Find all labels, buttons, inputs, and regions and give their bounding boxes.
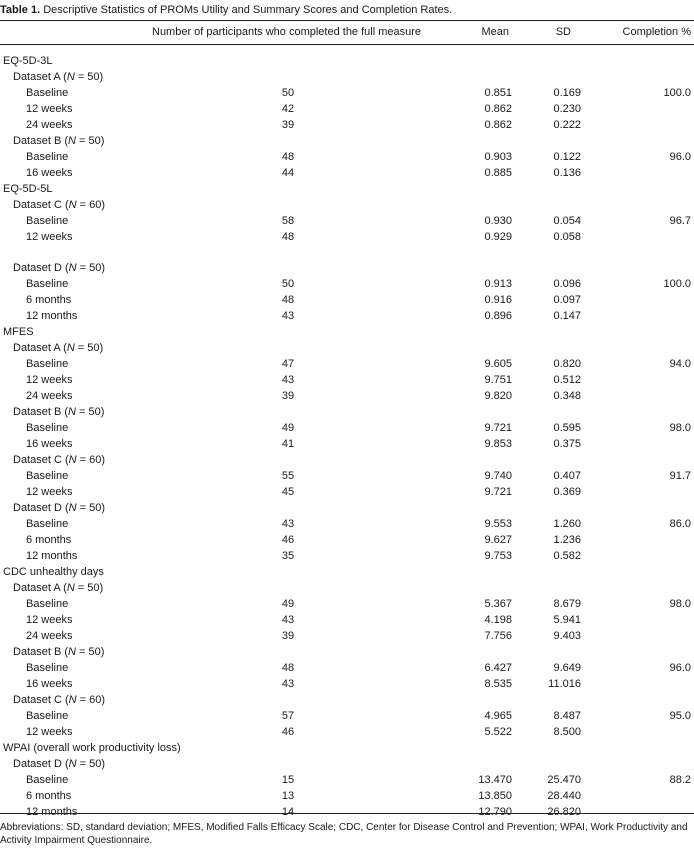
- row-label: Baseline: [26, 151, 69, 163]
- row-label: Baseline: [26, 87, 69, 99]
- table-row: [0, 676, 694, 692]
- mean-cell: 12.790: [478, 806, 512, 818]
- row-label: [13, 692, 105, 708]
- sd-cell: 0.058: [553, 231, 581, 243]
- participants-cell: 43: [281, 518, 295, 530]
- row-label: Baseline: [26, 358, 69, 370]
- table-row: [0, 628, 694, 644]
- row-label: Baseline: [26, 518, 69, 530]
- mean-cell: 9.721: [484, 422, 512, 434]
- sd-cell: 11.016: [548, 678, 581, 690]
- row-label-suffix: = 50): [75, 406, 105, 418]
- sd-cell: 26.820: [547, 806, 581, 818]
- participants-cell: 35: [281, 550, 295, 562]
- table-row: [0, 708, 694, 724]
- sd-cell: 0.096: [553, 278, 581, 290]
- mean-cell: 9.740: [484, 470, 512, 482]
- participants-cell: 41: [281, 438, 295, 450]
- sd-cell: 0.375: [553, 438, 581, 450]
- row-label: Baseline: [26, 278, 69, 290]
- dataset-row: [0, 340, 694, 356]
- sd-cell: 9.649: [553, 662, 581, 674]
- dataset-row: [0, 452, 694, 468]
- participants-cell: 48: [281, 294, 295, 306]
- mean-cell: 13.850: [478, 790, 512, 802]
- row-label: EQ-5D-3L: [3, 55, 53, 67]
- row-label-suffix: = 50): [74, 582, 104, 594]
- mean-cell: 8.535: [484, 678, 512, 690]
- sd-cell: 1.260: [553, 518, 581, 530]
- completion-cell: 94.0: [669, 358, 691, 370]
- participants-cell: 46: [281, 534, 295, 546]
- table-row: [0, 772, 694, 788]
- sd-cell: 8.500: [553, 726, 581, 738]
- dataset-row: [0, 692, 694, 708]
- row-label-prefix: Dataset B (: [13, 646, 69, 658]
- row-label-n-symbol: N: [68, 262, 77, 274]
- row-label: 12 weeks: [26, 486, 73, 498]
- row-label-suffix: = 60): [76, 694, 106, 706]
- table-caption: [0, 3, 694, 17]
- participants-cell: 50: [281, 278, 295, 290]
- row-label: [13, 580, 103, 596]
- table-row: [0, 516, 694, 532]
- table-row: [0, 117, 694, 133]
- participants-cell: 45: [281, 486, 295, 498]
- row-label-prefix: Dataset D (: [13, 758, 69, 770]
- row-label: 12 weeks: [26, 374, 73, 386]
- participants-cell: 39: [281, 390, 295, 402]
- row-label: [13, 756, 105, 772]
- row-label: Baseline: [26, 662, 69, 674]
- row-label: Baseline: [26, 422, 69, 434]
- table-row: [0, 436, 694, 452]
- mean-cell: 0.862: [484, 119, 512, 131]
- row-label: Baseline: [26, 215, 69, 227]
- row-label: 6 months: [26, 294, 72, 306]
- row-label-suffix: = 50): [76, 502, 106, 514]
- row-label: Baseline: [26, 774, 69, 786]
- sd-cell: 9.403: [553, 630, 581, 642]
- row-label-n-symbol: N: [68, 758, 77, 770]
- table-row: [0, 548, 694, 564]
- row-label-prefix: Dataset C (: [13, 454, 69, 466]
- completion-cell: 88.2: [669, 774, 691, 786]
- mean-cell: 0.903: [484, 151, 512, 163]
- dataset-row: [0, 756, 694, 772]
- participants-cell: 14: [281, 806, 295, 818]
- participants-cell: 42: [281, 103, 295, 115]
- row-label: 6 months: [26, 534, 72, 546]
- row-label-prefix: Dataset D (: [13, 262, 69, 274]
- row-label-prefix: Dataset D (: [13, 502, 69, 514]
- participants-cell: 48: [281, 231, 295, 243]
- col-header-completion: Completion %: [622, 26, 691, 38]
- table-row: [0, 788, 694, 804]
- completion-cell: 95.0: [669, 710, 691, 722]
- row-label-n-symbol: N: [68, 406, 76, 418]
- completion-cell: 98.0: [669, 598, 691, 610]
- dataset-row: [0, 133, 694, 149]
- row-label: 6 months: [26, 790, 72, 802]
- sd-cell: 0.230: [553, 103, 581, 115]
- row-label: MFES: [3, 326, 34, 338]
- table-row: [0, 804, 694, 820]
- mean-cell: 9.553: [484, 518, 512, 530]
- mean-cell: 4.198: [484, 614, 512, 626]
- participants-cell: 49: [281, 422, 295, 434]
- row-label: 12 weeks: [26, 231, 73, 243]
- table-row: [0, 356, 694, 372]
- row-label-suffix: = 50): [75, 135, 105, 147]
- sd-cell: 5.941: [553, 614, 581, 626]
- row-label-prefix: Dataset B (: [13, 406, 69, 418]
- participants-cell: 39: [281, 630, 295, 642]
- mean-cell: 0.916: [484, 294, 512, 306]
- participants-cell: 48: [281, 662, 295, 674]
- row-label-suffix: = 50): [75, 646, 105, 658]
- row-label: 12 weeks: [26, 614, 73, 626]
- row-label: 24 weeks: [26, 390, 73, 402]
- section-row: [0, 53, 694, 69]
- table-row: [0, 213, 694, 229]
- participants-cell: 43: [281, 614, 295, 626]
- mean-cell: 9.820: [484, 390, 512, 402]
- row-label-prefix: Dataset B (: [13, 135, 69, 147]
- row-label: 16 weeks: [26, 678, 73, 690]
- col-header-mean: Mean: [481, 26, 509, 38]
- row-label: [13, 404, 104, 420]
- completion-cell: 91.7: [669, 470, 691, 482]
- header-rule: [0, 44, 694, 45]
- completion-cell: 100.0: [663, 278, 691, 290]
- row-label-n-symbol: N: [66, 342, 75, 354]
- row-label-prefix: Dataset A (: [13, 342, 67, 354]
- row-label: 12 weeks: [26, 103, 73, 115]
- table-row: [0, 149, 694, 165]
- mean-cell: 9.853: [484, 438, 512, 450]
- participants-cell: 49: [281, 598, 295, 610]
- row-label-suffix: = 50): [74, 71, 104, 83]
- row-label-n-symbol: N: [68, 135, 76, 147]
- row-label: 24 weeks: [26, 119, 73, 131]
- row-label: 12 weeks: [26, 726, 73, 738]
- dataset-row: [0, 500, 694, 516]
- sd-cell: 28.440: [547, 790, 581, 802]
- row-label: [13, 340, 103, 356]
- completion-cell: 86.0: [669, 518, 691, 530]
- row-label-prefix: Dataset C (: [13, 694, 69, 706]
- row-label-suffix: = 50): [74, 342, 104, 354]
- mean-cell: 6.427: [484, 662, 512, 674]
- participants-cell: 57: [281, 710, 295, 722]
- completion-cell: 98.0: [669, 422, 691, 434]
- sd-cell: 0.122: [553, 151, 581, 163]
- row-label: [13, 260, 105, 276]
- completion-cell: 96.0: [669, 151, 691, 163]
- mean-cell: 7.756: [484, 630, 512, 642]
- mean-cell: 0.862: [484, 103, 512, 115]
- row-label: EQ-5D-5L: [3, 183, 53, 195]
- row-label-suffix: = 50): [76, 758, 106, 770]
- completion-cell: 96.7: [669, 215, 691, 227]
- row-label: Baseline: [26, 598, 69, 610]
- sd-cell: 0.147: [553, 310, 581, 322]
- mean-cell: 9.605: [484, 358, 512, 370]
- table-row: [0, 724, 694, 740]
- table-row: [0, 276, 694, 292]
- mean-cell: 0.929: [484, 231, 512, 243]
- row-label: Baseline: [26, 470, 69, 482]
- participants-cell: 13: [281, 790, 295, 802]
- table-row: [0, 596, 694, 612]
- table-row: [0, 532, 694, 548]
- col-header-sd: SD: [555, 26, 571, 38]
- sd-cell: 0.582: [553, 550, 581, 562]
- row-label: 24 weeks: [26, 630, 73, 642]
- table-row: [0, 85, 694, 101]
- mean-cell: 5.522: [484, 726, 512, 738]
- dataset-row: [0, 260, 694, 276]
- sd-cell: 0.054: [553, 215, 581, 227]
- row-label-suffix: = 60): [76, 199, 106, 211]
- row-label: Baseline: [26, 710, 69, 722]
- participants-cell: 58: [281, 215, 295, 227]
- row-label-n-symbol: N: [68, 502, 77, 514]
- participants-cell: 46: [281, 726, 295, 738]
- table-row: [0, 388, 694, 404]
- table-row: [0, 372, 694, 388]
- dataset-row: [0, 404, 694, 420]
- sd-cell: 0.136: [553, 167, 581, 179]
- sd-cell: 0.820: [553, 358, 581, 370]
- sd-cell: 1.236: [553, 534, 581, 546]
- row-label: 16 weeks: [26, 167, 73, 179]
- sd-cell: 8.679: [553, 598, 581, 610]
- participants-cell: 39: [281, 119, 295, 131]
- table-row: [0, 612, 694, 628]
- table-bottom-rule: [0, 813, 694, 814]
- mean-cell: 0.896: [484, 310, 512, 322]
- mean-cell: 0.930: [484, 215, 512, 227]
- mean-cell: 0.913: [484, 278, 512, 290]
- row-label: WPAI (overall work productivity loss): [3, 742, 181, 754]
- row-label-suffix: = 60): [76, 454, 106, 466]
- row-label: [13, 452, 105, 468]
- participants-cell: 43: [281, 374, 295, 386]
- mean-cell: 9.751: [484, 374, 512, 386]
- sd-cell: 0.512: [553, 374, 581, 386]
- sd-cell: 0.222: [553, 119, 581, 131]
- table-row: [0, 420, 694, 436]
- row-label: 12 months: [26, 806, 78, 818]
- sd-cell: 0.407: [553, 470, 581, 482]
- row-label: 12 months: [26, 550, 78, 562]
- mean-cell: 0.851: [484, 87, 512, 99]
- sd-cell: 25.470: [547, 774, 581, 786]
- table-row: [0, 484, 694, 500]
- row-label: [13, 69, 103, 85]
- table-row: [0, 468, 694, 484]
- sd-cell: 0.169: [553, 87, 581, 99]
- participants-cell: 44: [281, 167, 295, 179]
- section-row: [0, 740, 694, 756]
- section-row: [0, 324, 694, 340]
- sd-cell: 0.595: [553, 422, 581, 434]
- row-label: 12 months: [26, 310, 78, 322]
- dataset-row: [0, 644, 694, 660]
- participants-cell: 47: [281, 358, 295, 370]
- row-label-prefix: Dataset A (: [13, 582, 67, 594]
- table-row: [0, 308, 694, 324]
- participants-cell: 43: [281, 310, 295, 322]
- sd-cell: 0.369: [553, 486, 581, 498]
- mean-cell: 9.627: [484, 534, 512, 546]
- row-label: CDC unhealthy days: [3, 566, 104, 578]
- row-label-n-symbol: N: [68, 694, 77, 706]
- section-row: [0, 564, 694, 580]
- row-label-n-symbol: N: [68, 199, 77, 211]
- dataset-row: [0, 197, 694, 213]
- participants-cell: 15: [281, 774, 295, 786]
- mean-cell: 5.367: [484, 598, 512, 610]
- dataset-row: [0, 69, 694, 85]
- row-label-prefix: Dataset A (: [13, 71, 67, 83]
- table-row: [0, 101, 694, 117]
- mean-cell: 13.470: [478, 774, 512, 786]
- participants-cell: 48: [281, 151, 295, 163]
- row-label: [13, 197, 105, 213]
- table-row: [0, 165, 694, 181]
- participants-cell: 50: [281, 87, 295, 99]
- row-label: [13, 500, 105, 516]
- row-label-n-symbol: N: [66, 582, 75, 594]
- col-header-participants: Number of participants who completed the full measure: [152, 26, 422, 38]
- mean-cell: 4.965: [484, 710, 512, 722]
- row-label: [13, 644, 104, 660]
- mean-cell: 9.721: [484, 486, 512, 498]
- table-caption-label: Table 1.: [0, 4, 41, 16]
- row-label-prefix: Dataset C (: [13, 199, 69, 211]
- table-caption-text: Descriptive Statistics of PROMs Utility and Summary Scores and Completion Rates.: [43, 4, 453, 16]
- row-label: 16 weeks: [26, 438, 73, 450]
- sd-cell: 0.097: [553, 294, 581, 306]
- row-label-n-symbol: N: [66, 71, 75, 83]
- dataset-row: [0, 580, 694, 596]
- row-label: [13, 133, 104, 149]
- table-top-rule: [0, 20, 694, 21]
- mean-cell: 9.753: [484, 550, 512, 562]
- sd-cell: 8.487: [553, 710, 581, 722]
- table-footnote: Abbreviations: SD, standard deviation; MFES, Modified Falls Efficacy Scale; CDC, Center for Disease Control and Prevention; WPAI, Work Productivity and Activity Impairment Questionnaire.: [0, 822, 688, 846]
- table-row: [0, 292, 694, 308]
- table-body: [0, 53, 694, 820]
- participants-cell: 43: [281, 678, 295, 690]
- mean-cell: 0.885: [484, 167, 512, 179]
- section-row: [0, 181, 694, 197]
- participants-cell: 55: [281, 470, 295, 482]
- completion-cell: 100.0: [663, 87, 691, 99]
- row-label-n-symbol: N: [68, 454, 77, 466]
- table-row: [0, 229, 694, 260]
- row-label-suffix: = 50): [76, 262, 106, 274]
- row-label-n-symbol: N: [68, 646, 76, 658]
- table-row: [0, 660, 694, 676]
- completion-cell: 96.0: [669, 662, 691, 674]
- sd-cell: 0.348: [553, 390, 581, 402]
